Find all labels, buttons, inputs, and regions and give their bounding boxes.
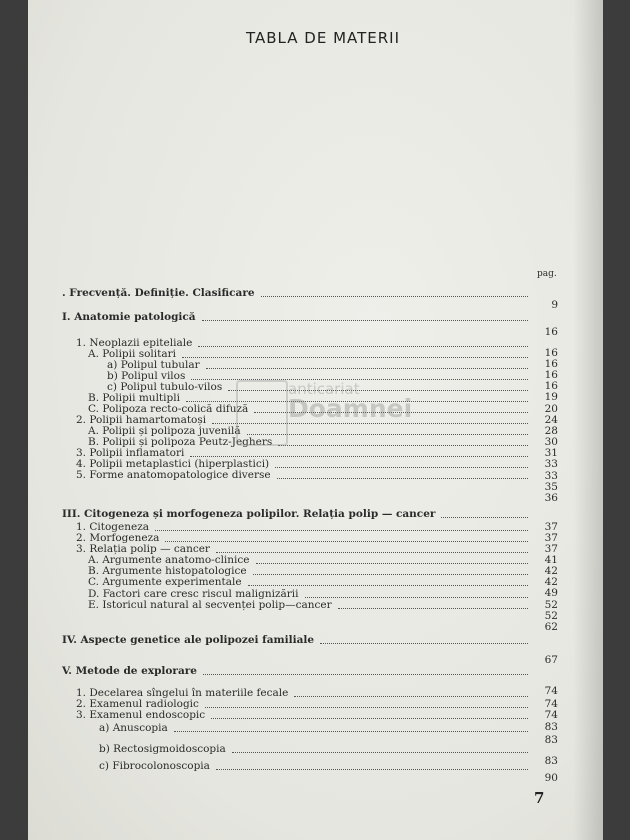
watermark-line2: Doamnei: [288, 394, 413, 423]
toc-entry-label: E. Istoricul natural al secvenței polip—cancer: [88, 599, 332, 611]
toc-leader-dots: [253, 573, 528, 575]
toc-leader-dots: [198, 345, 528, 347]
toc-page-number: 74: [544, 685, 558, 697]
toc-entry-label: 1. Citogeneza: [76, 521, 149, 533]
toc-page-number: 83: [544, 721, 558, 733]
toc-entry-label: 1. Decelarea sîngelui în materiile fecale: [76, 687, 289, 699]
toc-entry-label: b) Polipul vilos: [107, 370, 186, 382]
toc-leader-dots: [190, 455, 528, 457]
toc-entry-label: B. Polipii multipli: [88, 392, 180, 404]
page-number: 7: [534, 789, 545, 807]
toc-page-number: 16: [544, 369, 558, 381]
toc-entry-label: 2. Morfogeneza: [76, 532, 160, 544]
toc-entry-label: C. Polipoza recto-colică difuză: [88, 403, 249, 415]
toc-entry-label: 2. Examenul radiologic: [76, 698, 199, 710]
toc-page-number: 74: [544, 709, 558, 721]
toc-page-number: 20: [544, 403, 558, 415]
toc-section-title: I. Anatomie patologică: [62, 311, 196, 323]
toc-page-number: 83: [544, 734, 558, 746]
toc-page-number: 74: [544, 698, 558, 710]
toc-entry-label: b) Rectosigmoidoscopia: [99, 743, 226, 755]
toc-entry-label: A. Argumente anatomo-clinice: [88, 554, 250, 566]
toc-leader-dots: [174, 730, 528, 732]
toc-section-title: III. Citogeneza și morfogeneza polipilor. Relația polip — cancer: [62, 508, 436, 520]
watermark-line1: anticariat: [288, 380, 360, 398]
toc-leader-dots: [320, 642, 528, 644]
toc-page-number: 83: [544, 755, 558, 767]
page-column-header: pag.: [537, 269, 557, 279]
toc-page-number: 19: [544, 391, 558, 403]
toc-leader-dots: [248, 584, 528, 586]
toc-page-number: 16: [544, 358, 558, 370]
toc-leader-dots: [338, 607, 528, 609]
toc-leader-dots: [211, 717, 528, 719]
toc-page-number: 90: [544, 772, 558, 784]
toc-leader-dots: [205, 706, 528, 708]
toc-leader-dots: [232, 751, 528, 753]
toc-page-number: 37: [544, 532, 558, 544]
toc-page-number: 33: [544, 470, 558, 482]
toc-entry-label: B. Polipii și polipoza Peutz-Jeghers: [88, 436, 273, 448]
toc-leader-dots: [261, 295, 528, 297]
watermark: [236, 380, 413, 450]
toc-entry-label: a) Polipul tubular: [107, 359, 200, 371]
toc-page-number: 42: [544, 576, 558, 588]
toc-page-number: 33: [544, 458, 558, 470]
toc-page-number: 30: [544, 436, 558, 448]
page-edge-shadow: [573, 0, 603, 840]
toc-page-number: 16: [544, 326, 558, 338]
toc-entry-label: 3. Relația polip — cancer: [76, 543, 210, 555]
toc-page-number: 42: [544, 565, 558, 577]
toc-leader-dots: [275, 466, 528, 468]
toc-page-number: 16: [544, 380, 558, 392]
toc-entry-label: A. Polipii și polipoza juvenilă: [88, 425, 241, 437]
page-title: TABLA DE MATERII: [246, 29, 401, 47]
toc-leader-dots: [294, 695, 528, 697]
toc-page-number: 41: [544, 554, 558, 566]
toc-page-number: 24: [544, 414, 558, 426]
toc-page-number: 37: [544, 521, 558, 533]
toc-page-number: 49: [544, 587, 558, 599]
toc-leader-dots: [441, 516, 528, 518]
toc-entry-label: C. Argumente experimentale: [88, 576, 242, 588]
toc-page-number: 62: [544, 621, 558, 633]
toc-section-title: IV. Aspecte genetice ale polipozei familiale: [62, 634, 315, 646]
watermark-logo-icon: [236, 380, 288, 446]
toc-section-title: . Frecvență. Definiție. Clasificare: [62, 287, 255, 299]
toc-entry-label: c) Fibrocolonoscopia: [99, 760, 210, 772]
toc-page-number: 35: [544, 481, 558, 493]
toc-leader-dots: [305, 596, 528, 598]
toc-entry-label: B. Argumente histopatologice: [88, 565, 247, 577]
toc-leader-dots: [155, 529, 528, 531]
toc-page-number: 31: [544, 447, 558, 459]
toc-entry-label: c) Polipul tubulo-vilos: [107, 381, 223, 393]
toc-entry-label: 2. Polipii hamartomatoși: [76, 414, 207, 426]
toc-page-number: 37: [544, 543, 558, 555]
toc-entry-label: 1. Neoplazii epiteliale: [76, 337, 193, 349]
toc-entry-label: 3. Examenul endoscopic: [76, 709, 206, 721]
toc-entry-label: 5. Forme anatomopatologice diverse: [76, 469, 271, 481]
toc-leader-dots: [203, 673, 528, 675]
toc-page-number: 9: [551, 299, 558, 311]
toc-page-number: 52: [544, 610, 558, 622]
toc-leader-dots: [277, 477, 528, 479]
toc-leader-dots: [206, 367, 528, 369]
toc-leader-dots: [165, 540, 528, 542]
toc-entry-label: A. Polipii solitari: [88, 348, 176, 360]
toc-page-number: 67: [544, 654, 558, 666]
toc-leader-dots: [216, 551, 528, 553]
toc-section-title: V. Metode de explorare: [62, 665, 197, 677]
toc-page-number: 16: [544, 347, 558, 359]
toc-entry-label: a) Anuscopia: [99, 722, 168, 734]
toc-entry-label: 4. Polipii metaplastici (hiperplastici): [76, 458, 270, 470]
toc-entry-label: D. Factori care cresc riscul malignizării: [88, 588, 299, 600]
toc-page-number: 28: [544, 425, 558, 437]
toc-entry-label: 3. Polipii inflamatori: [76, 447, 185, 459]
toc-page-number: 36: [544, 492, 558, 504]
toc-leader-dots: [202, 319, 528, 321]
toc-page-number: 52: [544, 599, 558, 611]
toc-leader-dots: [182, 356, 528, 358]
toc-leader-dots: [216, 768, 528, 770]
toc-leader-dots: [256, 562, 528, 564]
